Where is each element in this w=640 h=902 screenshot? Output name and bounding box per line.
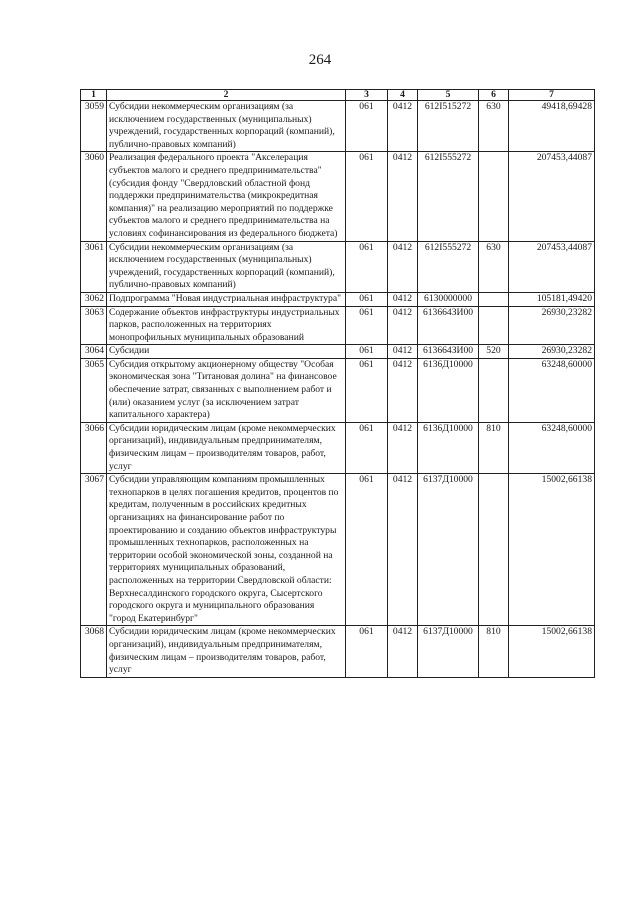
- col-header-2: 2: [107, 90, 346, 101]
- col-header-7: 7: [509, 90, 595, 101]
- row-code-4: 0412: [388, 345, 418, 359]
- row-code-6: [479, 152, 509, 241]
- row-amount: 207453,44087: [509, 241, 595, 292]
- table-row: [81, 626, 595, 677]
- row-number: 3059: [81, 101, 107, 152]
- row-code-3: 061: [346, 101, 388, 152]
- row-name: Субсидии некоммерческим организациям (за исключением государственных (муниципальных) учреждений, государственных корпораций (компаний), публично-правовых компаний): [107, 241, 346, 292]
- row-number: 3067: [81, 474, 107, 626]
- row-code-3: 061: [346, 358, 388, 422]
- row-amount: 207453,44087: [509, 152, 595, 241]
- row-code-5: 612I555272: [418, 152, 479, 241]
- row-number: 3062: [81, 292, 107, 306]
- row-amount: 105181,49420: [509, 292, 595, 306]
- row-name: Субсидии некоммерческим организациям (за исключением государственных (муниципальных) учреждений, государственных корпораций (компаний), публично-правовых компаний): [107, 101, 346, 152]
- col-header-6: 6: [479, 90, 509, 101]
- table-row: [81, 292, 595, 306]
- table-row: [81, 474, 595, 626]
- row-name: Субсидии юридическим лицам (кроме некоммерческих организаций), индивидуальным предпринимателям, физическим лицам – производителям товаров, работ, услуг: [107, 422, 346, 473]
- row-amount: 49418,69428: [509, 101, 595, 152]
- row-name: Субсидии: [107, 345, 346, 359]
- row-code-5: 613664ЗИ00: [418, 306, 479, 345]
- table-row: [81, 101, 595, 152]
- row-amount: 26930,23282: [509, 345, 595, 359]
- row-code-6: [479, 306, 509, 345]
- row-amount: 63248,60000: [509, 422, 595, 473]
- row-name: Подпрограмма "Новая индустриальная инфраструктура": [107, 292, 346, 306]
- row-number: 3066: [81, 422, 107, 473]
- row-code-5: 6136Д10000: [418, 358, 479, 422]
- row-code-4: 0412: [388, 358, 418, 422]
- row-code-3: 061: [346, 241, 388, 292]
- row-name: Реализация федерального проекта "Акселерация субъектов малого и среднего предпринимательства" (субсидия фонду "Свердловский областной фонд поддержки предпринимательства (микрокредитная компания)" на реализацию мероприятий по поддержке субъектов малого и среднего предпринимательства на условиях софинансирования из федерального бюджета): [107, 152, 346, 241]
- table-row: [81, 152, 595, 241]
- table-row: [81, 358, 595, 422]
- table-row: [81, 241, 595, 292]
- row-code-4: 0412: [388, 101, 418, 152]
- row-amount: 15002,66138: [509, 626, 595, 677]
- row-code-3: 061: [346, 306, 388, 345]
- col-header-4: 4: [388, 90, 418, 101]
- row-code-3: 061: [346, 292, 388, 306]
- row-number: 3068: [81, 626, 107, 677]
- row-code-4: 0412: [388, 422, 418, 473]
- row-code-3: 061: [346, 345, 388, 359]
- row-code-3: 061: [346, 422, 388, 473]
- row-number: 3065: [81, 358, 107, 422]
- row-code-6: 630: [479, 241, 509, 292]
- row-code-5: 6137Д10000: [418, 474, 479, 626]
- row-code-6: 810: [479, 626, 509, 677]
- table-row: [81, 345, 595, 359]
- row-code-4: 0412: [388, 306, 418, 345]
- row-number: 3060: [81, 152, 107, 241]
- row-code-6: 810: [479, 422, 509, 473]
- col-header-1: 1: [81, 90, 107, 101]
- row-code-6: [479, 358, 509, 422]
- row-code-6: [479, 292, 509, 306]
- row-code-6: [479, 474, 509, 626]
- row-amount: 26930,23282: [509, 306, 595, 345]
- row-code-3: 061: [346, 626, 388, 677]
- row-code-4: 0412: [388, 241, 418, 292]
- page-number: 264: [308, 52, 332, 68]
- row-number: 3063: [81, 306, 107, 345]
- row-code-5: 612I555272: [418, 241, 479, 292]
- row-code-4: 0412: [388, 626, 418, 677]
- row-number: 3061: [81, 241, 107, 292]
- row-number: 3064: [81, 345, 107, 359]
- row-code-3: 061: [346, 474, 388, 626]
- row-name: Субсидии юридическим лицам (кроме некоммерческих организаций), индивидуальным предпринимателям, физическим лицам – производителям товаров, работ, услуг: [107, 626, 346, 677]
- row-code-6: 630: [479, 101, 509, 152]
- row-amount: 15002,66138: [509, 474, 595, 626]
- header-row: [81, 90, 595, 101]
- row-code-4: 0412: [388, 152, 418, 241]
- row-code-5: 612I515272: [418, 101, 479, 152]
- row-name: Субсидия открытому акционерному обществу "Особая экономическая зона "Титановая долина" на финансовое обеспечение затрат, связанных с выполнением работ и (или) оказанием услуг (за исключением затрат капитального характера): [107, 358, 346, 422]
- row-code-5: 6130000000: [418, 292, 479, 306]
- table-row: [81, 306, 595, 345]
- col-header-5: 5: [418, 90, 479, 101]
- budget-table: [80, 89, 595, 678]
- col-header-3: 3: [346, 90, 388, 101]
- row-amount: 63248,60000: [509, 358, 595, 422]
- row-code-5: 613664ЗИ00: [418, 345, 479, 359]
- row-name: Субсидии управляющим компаниям промышленных технопарков в целях погашения кредитов, процентов по кредитам, полученным в российских кредитных организациях на финансирование работ по проектированию и созданию объектов инфраструктуры промышленных технопарков, расположенных на территории особой экономической зоны, созданной на территориях муниципальных образований, расположенных на территории Свердловской области: Верхнесалдинского городского округа, Сысертского городского округа и муниципального образования "город Екатеринбург": [107, 474, 346, 626]
- row-code-4: 0412: [388, 292, 418, 306]
- row-code-5: 6136Д10000: [418, 422, 479, 473]
- row-code-3: 061: [346, 152, 388, 241]
- row-code-4: 0412: [388, 474, 418, 626]
- row-code-6: 520: [479, 345, 509, 359]
- row-code-5: 6137Д10000: [418, 626, 479, 677]
- row-name: Содержание объектов инфраструктуры индустриальных парков, расположенных на территориях монопрофильных муниципальных образований: [107, 306, 346, 345]
- table-row: [81, 422, 595, 473]
